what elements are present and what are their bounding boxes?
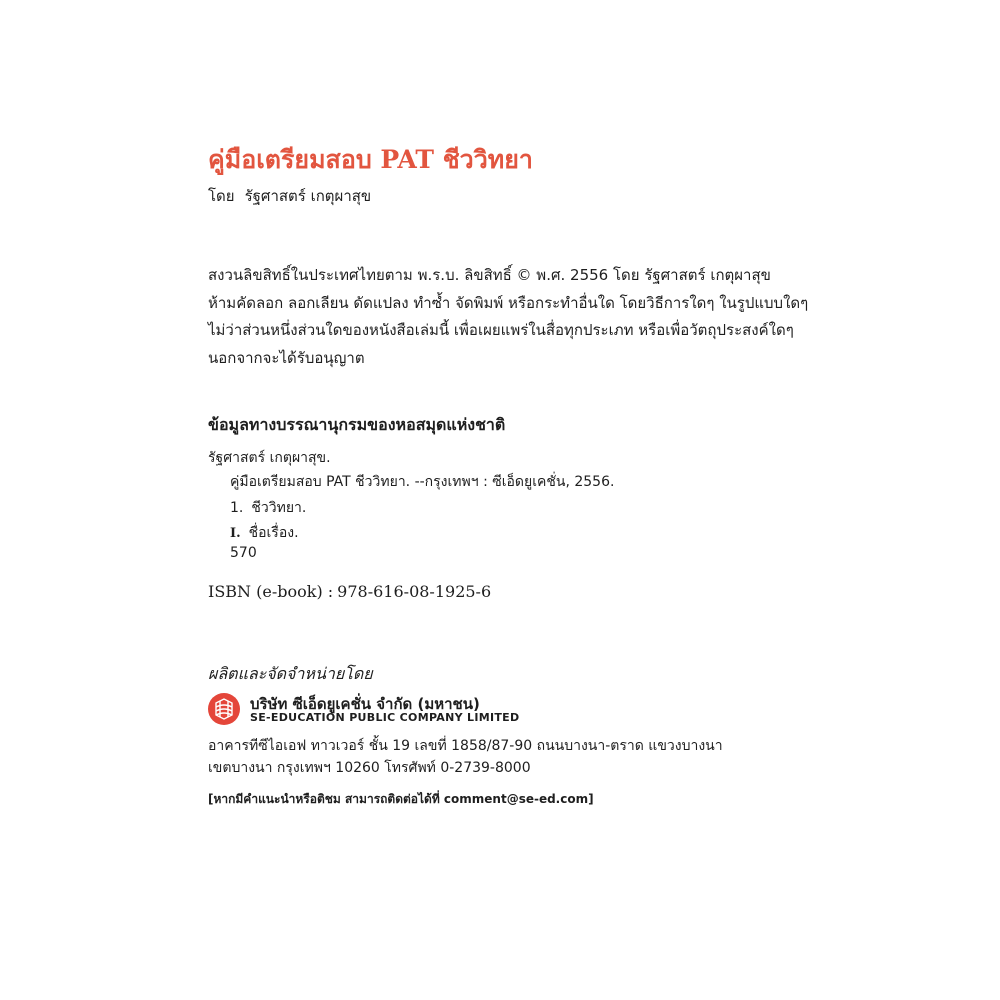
- copyright-line: นอกจากจะได้รับอนุญาต: [208, 348, 365, 367]
- se-ed-logo-icon: [208, 693, 240, 725]
- cataloging-subject: [230, 497, 306, 519]
- class-number: 570: [230, 545, 257, 561]
- cataloging-author: รัฐศาสตร์ เกตุผาสุข.: [208, 450, 331, 466]
- book-title: คู่มือเตรียมสอบ PAT ชีววิทยา: [208, 145, 533, 174]
- title-entry-text: ชื่อเรื่อง.: [248, 525, 299, 541]
- company-name-english: SE-EDUCATION PUBLIC COMPANY LIMITED: [250, 711, 520, 724]
- isbn: [208, 582, 491, 601]
- author-line: [208, 184, 371, 208]
- subject-number: 1.: [230, 500, 244, 516]
- address-line: เขตบางนา กรุงเทพฯ 10260 โทรศัพท์ 0-2739-8000: [208, 760, 531, 776]
- cataloging-heading: ข้อมูลทางบรรณานุกรมของหอสมุดแห่งชาติ: [208, 415, 506, 434]
- copyright-notice: [208, 262, 808, 372]
- author-prefix: โดย: [208, 187, 235, 205]
- copyright-line: ไม่ว่าส่วนหนึ่งส่วนใดของหนังสือเล่มนี้ เพื่อเผยแพร่ในสื่อทุกประเภท หรือเพื่อวัตถุประสงค์ใดๆ: [208, 321, 794, 339]
- company-name-thai: บริษัท ซีเอ็ดยูเคชั่น จำกัด (มหาชน): [250, 695, 480, 713]
- subject-text: ชีววิทยา.: [251, 500, 307, 516]
- cataloging-title-entry: [230, 522, 299, 544]
- copyright-line: ห้ามคัดลอก ลอกเลียน ดัดแปลง ทำซ้ำ จัดพิมพ์ หรือกระทำอื่นใด โดยวิธีการใดๆ ในรูปแบบใดๆ: [208, 293, 809, 312]
- contact-note: [หากมีคำแนะนำหรือติชม สามารถติดต่อได้ที่ comment@se-ed.com]: [208, 792, 594, 806]
- isbn-label: ISBN (e-book) :: [208, 582, 334, 601]
- title-entry-number: I.: [230, 526, 241, 541]
- isbn-value: 978-616-08-1925-6: [337, 582, 492, 601]
- copyright-line: สงวนลิขสิทธิ์ในประเทศไทยตาม พ.ร.บ. ลิขสิทธิ์ © พ.ศ. 2556 โดย รัฐศาสตร์ เกตุผาสุข: [208, 266, 771, 284]
- address-line: อาคารทีซีไอเอฟ ทาวเวอร์ ชั้น 19 เลขที่ 1858/87-90 ถนนบางนา-ตราด แขวงบางนา: [208, 738, 723, 754]
- cataloging-title-line: คู่มือเตรียมสอบ PAT ชีววิทยา. --กรุงเทพฯ : ซีเอ็ดยูเคชั่น, 2556.: [230, 474, 615, 490]
- distributor-label: ผลิตและจัดจำหน่ายโดย: [208, 664, 373, 683]
- author-name: รัฐศาสตร์ เกตุผาสุข: [244, 187, 372, 205]
